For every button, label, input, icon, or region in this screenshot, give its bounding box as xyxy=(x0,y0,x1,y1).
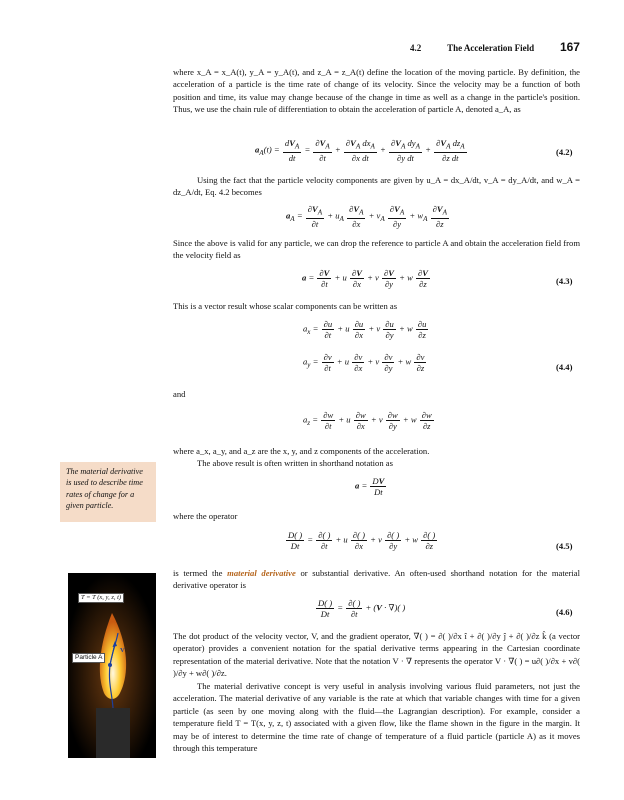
paragraph-4: This is a vector result whose scalar components can be written as xyxy=(173,301,398,311)
paragraph-3: Since the above is valid for any particle, we can drop the reference to particle A and obtain the acceleration field from the velocity field as xyxy=(173,238,580,261)
equation-ax: $a_x$ = $\frac{\partial u}{\partial t}$ + u $\frac{\partial u}{\partial x}$ + v $\frac{\partial u}{\partial y}$ + w $\frac{\partial u}{\partial z}$ xyxy=(303,319,427,340)
equation-number-4-4: (4.4) xyxy=(556,362,573,372)
margin-note: The material derivative is used to describe time rates of change for a given particle. xyxy=(60,462,156,522)
paragraph-9-start: is termed the xyxy=(173,568,223,578)
material-derivative-term: material derivative xyxy=(227,568,296,578)
particle-label: Particle A xyxy=(72,653,105,663)
paragraph-9-end: or substantial derivative. An often-used shorthand notation for the material derivative operator is xyxy=(173,568,581,591)
equation-ay: $a_y$ = $\frac{\partial v}{\partial t}$ + u $\frac{\partial v}{\partial x}$ + v $\frac{\partial v}{\partial y}$ + w $\frac{\partial v}{\partial z}$ xyxy=(303,352,425,373)
paragraph-10: The dot product of the velocity vector, V, and the gradient operator, ∇( ) = ∂( )/∂x î + ∂( )/∂y ĵ + ∂( )/∂z k̂ (a vector operator) provides a convenient notation for the spatial derivative terms appearing in the Cartesian coordinate representation of the material derivative. Note that the notation V · ∇ represents the operator V · ∇( ) = u∂( )/∂x + v∂( )/∂y + w∂( )/∂z. xyxy=(173,631,580,679)
equation-shorthand: a = $\frac{DV}{Dt}$ xyxy=(355,476,385,497)
field-label: T = T (x, y, z, t) xyxy=(78,593,124,603)
flame-figure xyxy=(68,573,156,758)
paragraph-11: The material derivative concept is very useful in analysis involving various fluid parameters, not just the acceleration. The material derivative of any variable is the rate at which that variable changes with time for a given particle (as seen by one moving along with the fluid—the Lagrangian description). For example, consider a temperature field T = T(x, y, z, t) associated with a given flow, like the flame shown in the figure in the margin. It may be of interest to determine the time rate of change of temperature of a fluid particle (particle A) as it moves through this temperature xyxy=(173,681,580,754)
running-header xyxy=(410,40,580,54)
paragraph-9 xyxy=(173,567,580,592)
page-number: 167 xyxy=(559,40,580,54)
equation-number-4-3: (4.3) xyxy=(556,276,573,286)
equation-number-4-6: (4.6) xyxy=(556,607,573,617)
equation-az: $a_z$ = $\frac{\partial w}{\partial t}$ + u $\frac{\partial w}{\partial x}$ + v $\frac{\partial w}{\partial y}$ + w $\frac{\partial w}{\partial z}$ xyxy=(303,410,432,431)
equation-4-3: a = $\frac{\partial V}{\partial t}$ + u $\frac{\partial V}{\partial x}$ + v $\frac{\partial V}{\partial y}$ + w $\frac{\partial V}{\partial z}$ xyxy=(302,268,428,289)
paragraph-8: where the operator xyxy=(173,511,238,521)
equation-particle-acceleration: $a_A$ = $\frac{\partial V_A}{\partial t}$ + $u_A$ $\frac{\partial V_A}{\partial x}$ + $v_A$ $\frac{\partial V_A}{\partial y}$ + $w_A$ $\frac{\partial V_A}{\partial z}$ xyxy=(286,204,447,229)
section-number: 4.2 xyxy=(410,43,422,53)
paragraph-and: and xyxy=(173,389,186,399)
equation-number-4-5: (4.5) xyxy=(556,541,573,551)
paragraph-7: The above result is often written in shorthand notation as xyxy=(197,458,393,468)
paragraph-6: where a_x, a_y, and a_z are the x, y, and z components of the acceleration. xyxy=(173,446,430,456)
paragraph-1: where x_A = x_A(t), y_A = y_A(t), and z_A = z_A(t) define the location of the moving particle. By definition, the acceleration of a particle is the time rate of change of its velocity. Since the velocity may be a function of both position and time, its value may change because of the change in time as well as a change in the particle's position. Thus, we use the chain rule of differentiation to obtain the acceleration of particle A, denoted a_A, as xyxy=(173,67,580,115)
equation-4-2: $a_A(t)$ = $\frac{dV_A}{dt}$ = $\frac{\partial V_A}{\partial t}$ + $\frac{\partial V_A dx_A}{\text{∂x dt}}$ + $\frac{\partial V_A dy_A}{\text{∂y dt}}$ + $\frac{\partial V_A dz_A}{\text{∂z dt}}$ xyxy=(255,138,465,163)
section-title: The Acceleration Field xyxy=(447,43,535,53)
equation-4-5: $\frac{D( )}{Dt}$ = $\frac{\partial( )}{\partial t}$ + u $\frac{\partial( )}{\partial x}$ + v $\frac{\partial( )}{\partial y}$ + w $\frac{\partial( )}{\partial z}$ xyxy=(288,530,436,551)
candle xyxy=(96,708,130,758)
velocity-label: V xyxy=(120,647,125,654)
equation-4-6: $\frac{D( )}{Dt}$ = $\frac{\partial( )}{\partial t}$ + (V · ∇)( ) xyxy=(318,598,406,619)
paragraph-2: Using the fact that the particle velocity components are given by u_A = dx_A/dt, v_A = dy_A/dt, and w_A = dz_A/dt, Eq. 4.2 becomes xyxy=(173,175,580,198)
equation-number-4-2: (4.2) xyxy=(556,147,573,157)
